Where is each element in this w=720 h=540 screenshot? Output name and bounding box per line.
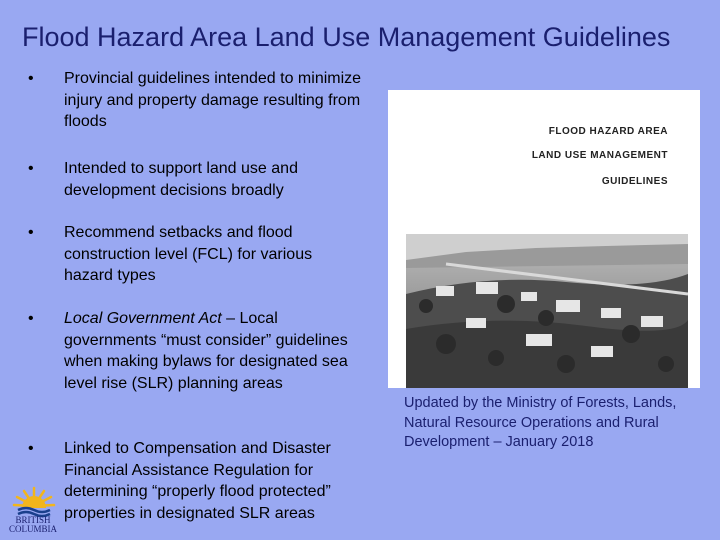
cover-caption: Updated by the Ministry of Forests, Lands, Natural Resource Operations and Rural Development – January 2018 [404, 395, 677, 450]
bullet-marker: • [28, 224, 34, 241]
bullet-marker: • [28, 440, 34, 457]
bullet-text: Linked to Compensation and Disaster Financial Assistance Regulation for determining “properly flood protected” properties in designated SLR areas [64, 440, 331, 522]
bullet-marker: • [28, 160, 34, 177]
bullet-text-compound [64, 308, 364, 394]
cover-title-line: LAND USE MANAGEMENT [531, 150, 668, 161]
bullet-text: Provincial guidelines intended to minimize injury and property damage resulting from floods [64, 70, 362, 130]
bullet-marker: • [28, 70, 34, 87]
bullet-italic-lead: Local Government Act [64, 310, 222, 327]
bullet-text: Recommend setbacks and flood construction level (FCL) for various hazard types [64, 224, 313, 284]
bc-logo-line: COLUMBIA [8, 524, 57, 534]
bc-logo-line: BRITISH [15, 515, 51, 525]
cover-title-line: GUIDELINES [601, 176, 668, 187]
bullet-marker: • [28, 310, 34, 327]
bc-logo-wordmark [8, 516, 58, 534]
flooded-town-photo-icon [406, 234, 688, 388]
bullet-text: Intended to support land use and development decisions broadly [64, 160, 298, 199]
slide-title: Flood Hazard Area Land Use Management Guidelines [22, 22, 671, 52]
bullet-text: – Local governments “must consider” guidelines when making bylaws for designated sea level rise (SLR) planning areas [64, 310, 348, 392]
cover-title-line: FLOOD HAZARD AREA [548, 126, 668, 137]
guideline-cover-image [388, 90, 700, 388]
